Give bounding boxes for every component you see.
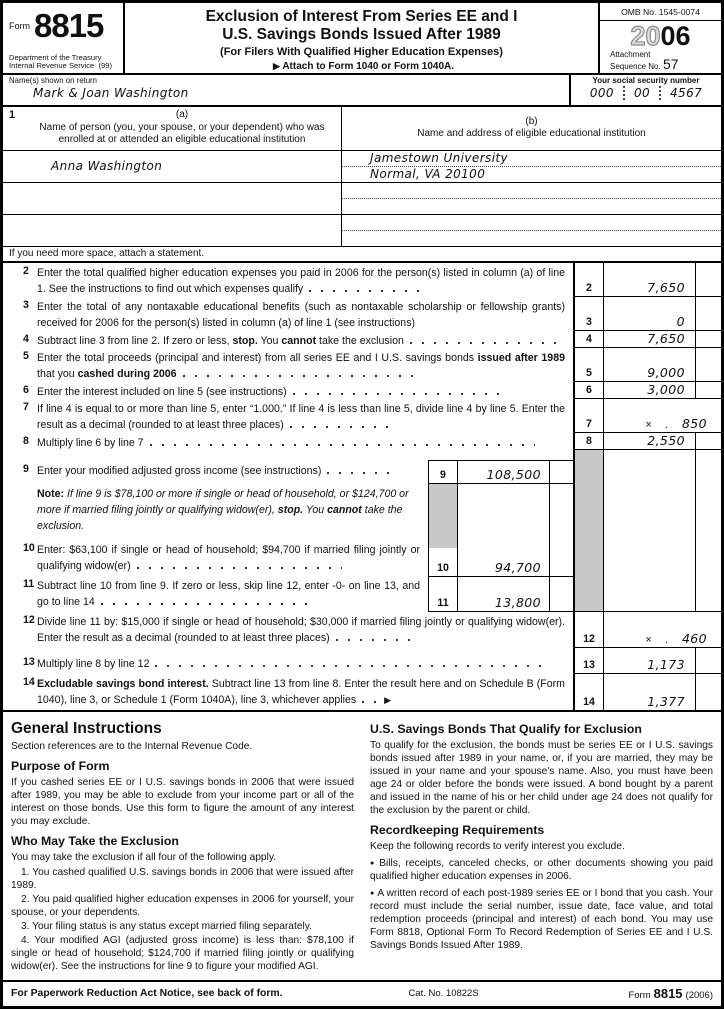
line-2-amount[interactable]: 7,650 <box>603 263 695 296</box>
col-a-letter: (a) <box>175 109 189 120</box>
line-3-amount[interactable]: 0 <box>603 297 695 330</box>
bonds-qualify-text: To qualify for the exclusion, the bonds must be series EE or I U.S. savings bonds issued after 1989 in your name, or, if you are married, they may be issued in your name and your spouse's name. Also, you must have been age 24 or older before the bonds were issued. A bond bought by a parent and issued in the name of his or her child under age 24 does not qualify for the exclusion by the parent or child. <box>370 739 713 816</box>
line-8-amount[interactable]: 2,550 <box>603 433 695 449</box>
attachment-sequence: Attachment Sequence No. 57 <box>610 50 679 72</box>
line-2: 2 Enter the total qualified higher education expenses you paid in 2006 for the person(s) listed in column (a) of line 1. See the instructions to find out which expenses qualify 2 7,650 <box>3 263 721 297</box>
line-13: 13 Multiply line 8 by line 12 13 1,173 <box>3 648 721 674</box>
year-bold: 06 <box>660 21 691 51</box>
dot-leader <box>150 444 535 446</box>
student-name-cell[interactable] <box>3 215 342 246</box>
dot-leader <box>410 342 560 344</box>
col-a-header <box>3 107 342 150</box>
line-4-amount[interactable]: 7,650 <box>603 331 695 347</box>
omb-year-block <box>598 3 721 73</box>
instructions-section <box>3 712 721 978</box>
names-value[interactable]: Mark & Joan Washington <box>33 86 189 100</box>
main-lines-table <box>3 263 721 712</box>
cents-box[interactable] <box>695 674 721 710</box>
footer-form-id: Form 8815 (2006) <box>628 985 713 1001</box>
name-ssn-row <box>3 75 721 107</box>
shaded-column <box>573 450 603 611</box>
instructions-right-column <box>370 718 713 974</box>
cents-box[interactable] <box>695 433 721 449</box>
ssn-value[interactable] <box>571 86 721 100</box>
line1-table <box>3 107 721 263</box>
purpose-text: If you cashed series EE or I U.S. savings bonds in 2006 that were issued after 1989, you may be able to exclude from your income part or all of the interest on those bonds. Use this form to figure the amount of any interest you may exclude. <box>11 776 354 827</box>
line-9-amount[interactable]: 108,500 <box>458 461 550 483</box>
recordkeeping-heading: Recordkeeping Requirements <box>370 822 545 837</box>
line1-row-2 <box>3 183 721 215</box>
ssn-field[interactable] <box>569 75 721 105</box>
names-label: Name(s) shown on return <box>9 76 97 85</box>
form-title-line2: U.S. Savings Bonds Issued After 1989 <box>222 26 501 43</box>
cents-box[interactable] <box>695 648 721 673</box>
department-lines: Department of the Treasury Internal Revenue Service (99) <box>9 52 113 71</box>
dot-leader <box>290 426 390 428</box>
ssn-serial[interactable]: 4567 <box>659 86 711 100</box>
times-decimal-sign: × . <box>645 633 673 646</box>
dot-leader <box>336 639 414 641</box>
bullet-icon: ● <box>370 889 375 897</box>
dot-leader <box>362 701 380 703</box>
col-b-header <box>342 107 721 150</box>
cents-box[interactable] <box>695 382 721 398</box>
institution-name-cell[interactable]: Jamestown University <box>342 151 721 167</box>
who-item-1: 1. You cashed qualified U.S. savings bonds in 2006 that were issued after 1989. <box>11 866 354 891</box>
line-3: 3 Enter the total of any nontaxable educational benefits (such as nontaxable scholarship or fellowship grants) received for 2006 for the person(s) listed in column (a) of line 1 (see instructions) 3 0 <box>3 297 721 331</box>
form-id-block <box>3 3 125 73</box>
recordkeeping-intro: Keep the following records to verify interest you exclude. <box>370 840 625 852</box>
line-6-amount[interactable]: 3,000 <box>603 382 695 398</box>
record-item-1: ● Bills, receipts, canceled checks, or other documents showing you paid qualified higher education expenses in 2006. <box>370 857 713 882</box>
line1-row-3 <box>3 215 721 247</box>
line-14-amount[interactable]: 1,377 <box>603 674 695 710</box>
dot-leader <box>101 603 311 605</box>
section-references: Section references are to the Internal Revenue Code. <box>11 740 253 752</box>
form-title-block <box>125 3 598 73</box>
inner-amount-table: 9 108,500 10 94,700 11 13,800 <box>428 460 573 612</box>
cents-box[interactable] <box>550 461 573 483</box>
line-14-arrow-icon: ▶ <box>384 694 392 705</box>
line1-row-1 <box>3 151 721 183</box>
names-field[interactable] <box>3 75 569 105</box>
general-instructions-heading: General Instructions <box>11 719 162 737</box>
cents-box[interactable] <box>550 577 573 611</box>
catalog-number: Cat. No. 10822S <box>408 987 479 999</box>
form-header <box>3 3 721 75</box>
line-10-amount[interactable]: 94,700 <box>458 548 550 576</box>
sequence-number: 57 <box>662 55 679 72</box>
line-5: 5 Enter the total proceeds (principal and interest) from all series EE and I U.S. savings bonds issued after 1989 that you cashed during 2006 5 9,000 <box>3 348 721 382</box>
line-4: 4 Subtract line 3 from line 2. If zero or less, stop. You cannot take the exclusion 4 7,650 <box>3 331 721 348</box>
line-14: 14 Excludable savings bond interest. Subtract line 13 from line 8. Enter the result here and on Schedule B (Form 1040), line 3, or Schedule 1 (Form 1040A), line 3, whichever applies ▶ 14 1,377 <box>3 674 721 710</box>
dot-leader <box>293 393 508 395</box>
dot-leader <box>155 665 543 667</box>
who-may-take-heading: Who May Take the Exclusion <box>11 833 179 848</box>
line-11: 11 Subtract line 10 from line 9. If zero or less, skip line 12, enter -0- on line 13, and go to line 14 <box>23 577 420 608</box>
line-12: 12 Divide line 11 by: $15,000 if single or head of household; $30,000 if married filing jointly or qualifying widow(er). Enter the result as a decimal (rounded to at least three places) 12 × . 460 <box>3 612 721 648</box>
attach-note: ▶ Attach to Form 1040 or Form 1040A. <box>272 61 455 72</box>
purpose-heading: Purpose of Form <box>11 758 110 773</box>
paperwork-notice: For Paperwork Reduction Act Notice, see back of form. <box>11 987 283 999</box>
line-7: 7 If line 4 is equal to or more than line 5, enter “1.000.” If line 4 is less than line 5, divide line 4 by line 5. Enter the result as a decimal (rounded to at least three places) 7 × . 850 <box>3 399 721 433</box>
year-outline: 20 <box>630 21 661 51</box>
line-9-note: Note: If line 9 is $78,100 or more if single or head of household, or $124,700 or more if married filing jointly or qualifying widow(er), stop. You cannot take the exclusion. <box>37 487 409 532</box>
lines-9-to-11-block <box>3 450 721 612</box>
who-item-4: 4. Your modified AGI (adjusted gross income) is less than: $78,100 if single or head of household; $124,700 if married filing jointly or qualifying widow(er). See the instructions for line 9 to figure your modified AGI. <box>11 934 354 972</box>
cents-box[interactable] <box>695 297 721 330</box>
col-b-letter: (b) <box>525 115 538 127</box>
shaded-cell <box>429 484 458 548</box>
line-8: 8 Multiply line 6 by line 7 8 2,550 <box>3 433 721 450</box>
institution-name-cell[interactable] <box>342 215 721 231</box>
times-decimal-sign: × . <box>645 418 673 431</box>
ssn-area[interactable]: 000 <box>589 86 614 100</box>
attach-arrow-icon: ▶ <box>272 61 280 71</box>
line-10: 10 Enter: $63,100 if single or head of household; $94,700 if married filing jointly or qualifying widow(er) <box>23 541 420 572</box>
line-5-amount[interactable]: 9,000 <box>603 348 695 381</box>
line-9: 9 Enter your modified adjusted gross income (see instructions) <box>3 461 428 483</box>
omb-number: OMB No. 1545-0074 <box>600 3 721 21</box>
ssn-label: Your social security number <box>592 76 700 85</box>
institution-address-cell[interactable] <box>342 231 721 246</box>
line1-number: 1 <box>9 109 16 121</box>
cents-box[interactable] <box>550 548 573 576</box>
cents-box[interactable] <box>695 263 721 296</box>
line-13-amount[interactable]: 1,173 <box>603 648 695 673</box>
footer-form-number: 8815 <box>653 985 683 1001</box>
who-intro: You may take the exclusion if all four of the following apply. <box>11 851 277 863</box>
student-name-cell[interactable] <box>3 183 342 214</box>
line1-header <box>3 107 721 151</box>
line-6: 6 Enter the interest included on line 5 (see instructions) 6 3,000 <box>3 382 721 399</box>
dot-leader <box>309 290 427 292</box>
who-item-2: 2. You paid qualified higher education expenses in 2006 for yourself, your spouse, or your dependents. <box>11 893 354 918</box>
dot-leader <box>327 472 395 474</box>
form-number: 8815 <box>34 7 104 44</box>
dot-leader <box>137 567 342 569</box>
line-11-amount[interactable]: 13,800 <box>458 577 550 611</box>
col-a-title: Name of person (you, your spouse, or your dependent) who was enrolled at or attended an eligible educational institution <box>39 121 325 145</box>
dot-leader <box>183 375 423 377</box>
record-item-2: ● A written record of each post-1989 series EE or I bond that you cash. Your record must include the serial number, issue date, face value, and total redemption proceeds (principal and interest) of each bond. You may use Form 8818, Optional Form To Record Redemption of Series EE and I U.S. Savings Bonds Issued After 1989. <box>370 887 713 951</box>
cents-box[interactable] <box>695 331 721 347</box>
form-footer <box>3 980 721 1006</box>
bonds-qualify-heading: U.S. Savings Bonds That Qualify for Exclusion <box>370 721 642 736</box>
student-name-cell[interactable]: Anna Washington <box>3 151 342 182</box>
form-title-line1: Exclusion of Interest From Series EE and I <box>205 8 518 25</box>
col-b-title: Name and address of eligible educational institution <box>417 128 646 140</box>
instructions-left-column <box>11 718 354 974</box>
cents-box[interactable] <box>695 348 721 381</box>
form-subtitle: (For Filers With Qualified Higher Education Expenses) <box>220 46 503 58</box>
institution-name-cell[interactable] <box>342 183 721 199</box>
who-item-3: 3. Your filing status is any status except married filing separately. <box>21 920 312 932</box>
line-7-decimal[interactable]: × . 850 <box>603 399 721 432</box>
form-word: Form <box>9 21 30 31</box>
bullet-icon: ● <box>370 859 377 867</box>
institution-address-cell[interactable] <box>342 199 721 214</box>
ssn-group[interactable]: 00 <box>623 86 659 100</box>
form-number-block <box>9 7 119 45</box>
line-12-decimal[interactable]: × . 460 <box>603 612 721 647</box>
institution-address-cell[interactable]: Normal, VA 20100 <box>370 167 486 181</box>
more-space-note: If you need more space, attach a statement. <box>3 247 721 263</box>
tax-year <box>600 22 721 50</box>
